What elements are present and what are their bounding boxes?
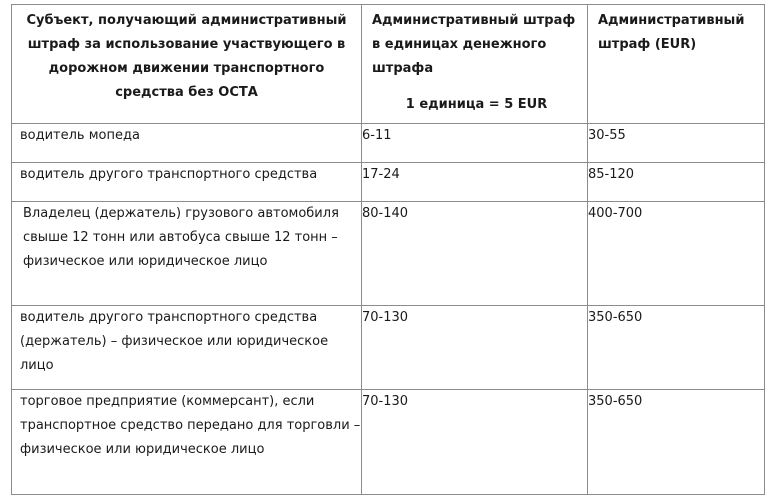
table-row xyxy=(12,124,765,163)
row-eur: 30-55 xyxy=(588,124,765,163)
row-units: 17-24 xyxy=(362,163,588,202)
header-fine-units xyxy=(362,5,588,124)
table-header-row xyxy=(12,5,765,124)
table-row xyxy=(12,163,765,202)
table-row xyxy=(12,390,765,495)
row-subject: водитель другого транспортного средства xyxy=(12,163,362,202)
row-units: 70-130 xyxy=(362,306,588,390)
header-fine-eur: Административный штраф (EUR) xyxy=(588,5,765,124)
row-subject: торговое предприятие (коммерсант), если транспортное средство передано для торговли – физическое или юридическое лицо xyxy=(12,390,362,495)
row-eur: 85-120 xyxy=(588,163,765,202)
header-subject: Субъект, получающий административный штраф за использование участвующего в дорожном движении транспортного средства без ОСТА xyxy=(12,5,362,124)
row-units: 70-130 xyxy=(362,390,588,495)
row-subject: водитель мопеда xyxy=(12,124,362,163)
row-subject: Владелец (держатель) грузового автомобиля свыше 12 тонн или автобуса свыше 12 тонн – физическое или юридическое лицо xyxy=(12,202,362,306)
row-units: 80-140 xyxy=(362,202,588,306)
row-eur: 350-650 xyxy=(588,306,765,390)
row-units: 6-11 xyxy=(362,124,588,163)
header-unit-note: 1 единица = 5 EUR xyxy=(405,97,548,112)
row-eur: 350-650 xyxy=(588,390,765,495)
table-row xyxy=(12,306,765,390)
header-fine-units-label: Административный штраф в единицах денежного штрафа xyxy=(372,13,576,76)
row-eur: 400-700 xyxy=(588,202,765,306)
row-subject: водитель другого транспортного средства (держатель) – физическое или юридическое лицо xyxy=(12,306,362,390)
table-row xyxy=(12,202,765,306)
fines-table xyxy=(11,4,765,495)
